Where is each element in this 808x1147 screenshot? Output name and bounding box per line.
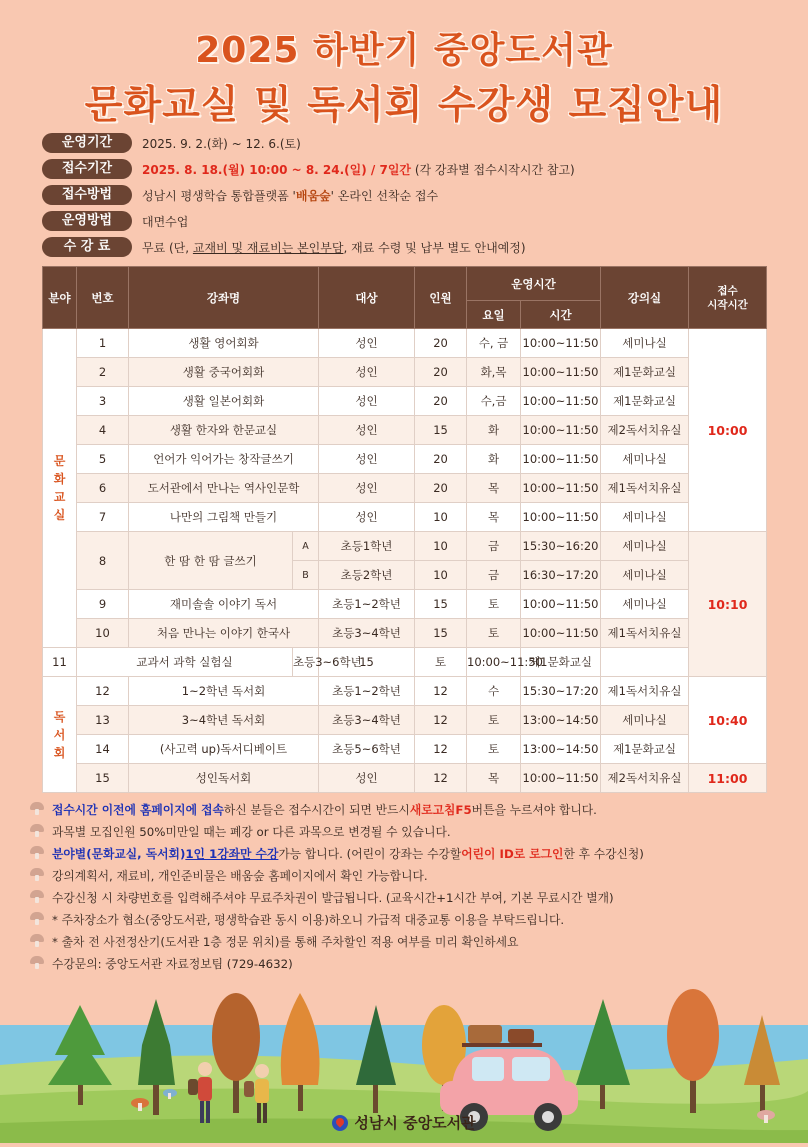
table-row [43, 764, 767, 793]
info-fee [42, 236, 526, 258]
table-row [43, 416, 767, 445]
fee-underline: 교재비 및 재료비는 본인부담 [192, 240, 344, 255]
cell-target: 성인 [319, 764, 415, 793]
cell-time: 16:30~17:20 [521, 561, 601, 590]
cell-day: 수,금 [467, 387, 521, 416]
cell-course: 재미솔솔 이야기 독서 [129, 590, 319, 619]
cell-room: 제1독서치유실 [601, 474, 689, 503]
cell-day: 화 [467, 416, 521, 445]
table-row [43, 445, 767, 474]
cell-capacity: 15 [319, 648, 415, 677]
cell-capacity: 12 [415, 706, 467, 735]
cell-number: 10 [77, 619, 129, 648]
platform-name: 배움숲 [295, 188, 331, 203]
cell-number: 2 [77, 358, 129, 387]
cell-capacity: 12 [415, 764, 467, 793]
cell-course: 도서관에서 만나는 역사인문학 [129, 474, 319, 503]
mushroom-icon [30, 868, 44, 882]
cell-target: 성인 [319, 387, 415, 416]
cell-day: 토 [467, 706, 521, 735]
table-row [43, 503, 767, 532]
table-row [43, 532, 767, 561]
cell-room: 세미나실 [601, 590, 689, 619]
course-table [42, 266, 767, 793]
apply-period-note: (각 강좌별 접수시작시간 참고) [411, 162, 575, 177]
cell-day: 화 [467, 445, 521, 474]
table-row [43, 358, 767, 387]
table-row [43, 735, 767, 764]
cell-number: 7 [77, 503, 129, 532]
header-course: 강좌명 [129, 267, 319, 329]
cell-number: 3 [77, 387, 129, 416]
cell-target: 성인 [319, 474, 415, 503]
info-apply [42, 158, 575, 180]
note-item [30, 952, 293, 974]
cell-time: 10:00~11:50 [521, 358, 601, 387]
cell-room: 제1독서치유실 [601, 677, 689, 706]
info-label: 운영기간 [42, 133, 132, 153]
cell-number: 11 [43, 648, 77, 677]
cell-course: 처음 만나는 이야기 한국사 [129, 619, 319, 648]
cell-target: 성인 [319, 445, 415, 474]
info-value [142, 187, 438, 204]
cell-course: 나만의 그림책 만들기 [129, 503, 319, 532]
cell-day: 수 [467, 677, 521, 706]
cell-capacity: 20 [415, 474, 467, 503]
note-text: 가능 합니다. (어린이 강좌는 수강할 [278, 846, 462, 861]
info-label: 접수기간 [42, 159, 132, 179]
footer-org [0, 1112, 808, 1133]
start-time-group1: 10:00 [689, 329, 767, 532]
apply-period-highlight: 2025. 8. 18.(월) 10:00 ~ 8. 24.(일) / 7일간 [142, 162, 412, 177]
footer-org-name: 성남시 중앙도서관 [354, 1114, 476, 1132]
note-item [30, 930, 518, 952]
note-item [30, 886, 614, 908]
cell-day: 목 [467, 503, 521, 532]
note-item [30, 864, 428, 886]
cell-capacity: 15 [415, 619, 467, 648]
cell-target: 성인 [319, 416, 415, 445]
cell-room: 제1문화교실 [601, 358, 689, 387]
cell-number: 6 [77, 474, 129, 503]
table-row [43, 677, 767, 706]
info-value [142, 161, 575, 178]
cell-section: B [293, 561, 319, 590]
note-text: * 출차 전 사전정산기(도서관 1층 정문 위치)를 통해 주차할인 적용 여부를 미리 확인하세요 [52, 934, 519, 949]
info-value [142, 239, 526, 256]
cell-target: 성인 [319, 329, 415, 358]
header-capacity: 인원 [415, 267, 467, 329]
cell-time: 13:00~14:50 [521, 706, 601, 735]
table-row [43, 590, 767, 619]
note-item [30, 908, 564, 930]
cell-day: 수, 금 [467, 329, 521, 358]
cell-room: 세미나실 [601, 561, 689, 590]
cell-room: 제2독서치유실 [601, 416, 689, 445]
table-row [43, 329, 767, 358]
cell-capacity: 10 [415, 561, 467, 590]
header-number: 번호 [77, 267, 129, 329]
cell-target: 성인 [319, 358, 415, 387]
cell-target: 초등2학년 [319, 561, 415, 590]
start-time-group2: 10:10 [689, 532, 767, 677]
cell-target: 초등1학년 [319, 532, 415, 561]
method-text: 성남시 평생학습 통합플랫폼 ' [142, 188, 296, 203]
info-operation [42, 210, 188, 232]
cell-room: 제2독서치유실 [601, 764, 689, 793]
cell-capacity: 12 [415, 677, 467, 706]
cell-number: 13 [77, 706, 129, 735]
info-method [42, 184, 438, 206]
start-time-group4: 11:00 [689, 764, 767, 793]
cell-target: 초등3~6학년 [293, 648, 319, 677]
cell-time: 13:00~14:50 [521, 735, 601, 764]
cell-time: 10:00~11:50 [521, 445, 601, 474]
cell-day: 토 [467, 590, 521, 619]
header-category: 분야 [43, 267, 77, 329]
cell-room: 제1독서치유실 [601, 619, 689, 648]
cell-number: 9 [77, 590, 129, 619]
note-text: 수강신청 시 차량번호를 입력해주셔야 무료주차권이 발급됩니다. (교육시간+1시간 부여, 기본 무료시간 별개) [52, 890, 614, 905]
note-text: 1인 1강좌만 수강 [185, 846, 279, 861]
cell-course: 1~2학년 독서회 [129, 677, 319, 706]
cell-time: 10:00~11:50 [521, 764, 601, 793]
cell-number: 12 [77, 677, 129, 706]
info-label: 수 강 료 [42, 237, 132, 257]
cell-capacity: 15 [415, 590, 467, 619]
cell-target: 초등1~2학년 [319, 590, 415, 619]
note-text: 과목별 모집인원 50%미만일 때는 폐강 or 다른 과목으로 변경될 수 있습니다. [52, 824, 451, 839]
method-text: ' 온라인 선착순 접수 [330, 188, 439, 203]
cell-day: 금 [467, 532, 521, 561]
mushroom-icon [30, 934, 44, 948]
cell-time: 10:00~11:50 [521, 619, 601, 648]
cell-room: 제1문화교실 [601, 735, 689, 764]
table-row [43, 387, 767, 416]
cell-course: (사고력 up)독서디베이트 [129, 735, 319, 764]
info-section [42, 132, 782, 262]
cell-day: 화,목 [467, 358, 521, 387]
seongnam-logo-icon [332, 1115, 348, 1131]
cell-capacity: 20 [415, 387, 467, 416]
cell-time: 10:00~11:50 [521, 474, 601, 503]
cell-target: 성인 [319, 503, 415, 532]
cell-number: 5 [77, 445, 129, 474]
table-row [43, 706, 767, 735]
cell-capacity: 12 [415, 735, 467, 764]
cell-number: 15 [77, 764, 129, 793]
cell-target: 초등3~4학년 [319, 706, 415, 735]
cell-target: 초등5~6학년 [319, 735, 415, 764]
cell-course: 교과서 과학 실험실 [77, 648, 293, 677]
note-text: 분야별(문화교실, 독서회) [52, 846, 186, 861]
info-label: 접수방법 [42, 185, 132, 205]
note-item [30, 798, 597, 820]
header-operation-time: 운영시간 [467, 267, 601, 301]
note-text: 접수시간 이전에 홈페이지에 접속 [52, 802, 224, 817]
table-row [43, 474, 767, 503]
note-text: 한 후 수강신청) [563, 846, 644, 861]
cell-time: 15:30~17:20 [521, 677, 601, 706]
page-title-line2: 문화교실 및 독서회 수강생 모집안내 [84, 83, 724, 128]
page-title-line1: 2025 하반기 중앙도서관 [195, 30, 613, 71]
info-value: 2025. 9. 2.(화) ~ 12. 6.(토) [142, 136, 301, 151]
mushroom-icon [30, 890, 44, 904]
info-label: 운영방법 [42, 211, 132, 231]
cell-day: 목 [467, 474, 521, 503]
note-text: 새로고침F5 [409, 802, 472, 817]
mushroom-icon [30, 846, 44, 860]
category-reading: 독 서 회 [43, 677, 77, 793]
cell-time: 10:00~11:50 [521, 416, 601, 445]
cell-time: 10:00~11:50 [521, 503, 601, 532]
cell-course: 3~4학년 독서회 [129, 706, 319, 735]
cell-course: 한 땀 한 땀 글쓰기 [129, 532, 293, 590]
cell-course: 성인독서회 [129, 764, 319, 793]
cell-room: 제1문화교실 [601, 387, 689, 416]
cell-time: 10:00~11:50 [521, 329, 601, 358]
cell-room: 세미나실 [601, 329, 689, 358]
cell-day: 금 [467, 561, 521, 590]
info-period [42, 132, 301, 154]
cell-room: 세미나실 [601, 532, 689, 561]
cell-time: 10:00~11:50 [521, 387, 601, 416]
fee-text: 무료 (단, [142, 240, 193, 255]
cell-course: 생활 중국어회화 [129, 358, 319, 387]
cell-target: 초등1~2학년 [319, 677, 415, 706]
table-row [43, 648, 767, 677]
cell-capacity: 10 [415, 503, 467, 532]
cell-course: 생활 영어회화 [129, 329, 319, 358]
note-text: 어린이 ID로 로그인 [461, 846, 564, 861]
header-target: 대상 [319, 267, 415, 329]
cell-number: 1 [77, 329, 129, 358]
cell-room: 세미나실 [601, 706, 689, 735]
cell-course: 언어가 익어가는 창작글쓰기 [129, 445, 319, 474]
cell-capacity: 20 [415, 329, 467, 358]
note-text: * 주차장소가 협소(중앙도서관, 평생학습관 동시 이용)하오니 가급적 대중교통 이용을 부탁드립니다. [52, 912, 565, 927]
mushroom-icon [30, 956, 44, 970]
cell-room: 세미나실 [601, 445, 689, 474]
start-time-group3: 10:40 [689, 677, 767, 764]
mushroom-icon [30, 824, 44, 838]
cell-capacity: 15 [415, 416, 467, 445]
note-text: 버튼을 누르셔야 합니다. [471, 802, 597, 817]
cell-room: 제1문화교실 [521, 648, 601, 677]
cell-capacity: 20 [415, 358, 467, 387]
header-start-time: 접수 시작시간 [689, 267, 767, 329]
cell-day: 토 [415, 648, 467, 677]
cell-time: 10:00~11:50 [521, 590, 601, 619]
note-item [30, 842, 644, 864]
cell-day: 토 [467, 735, 521, 764]
table-row [43, 619, 767, 648]
header-day: 요일 [467, 301, 521, 329]
cell-capacity: 20 [415, 445, 467, 474]
cell-time: 15:30~16:20 [521, 532, 601, 561]
note-text: 수강문의: 중앙도서관 자료정보팀 (729-4632) [52, 956, 293, 971]
cell-course: 생활 한자와 한문교실 [129, 416, 319, 445]
mushroom-icon [30, 802, 44, 816]
cell-target: 초등3~4학년 [319, 619, 415, 648]
note-item [30, 820, 451, 842]
header-time: 시간 [521, 301, 601, 329]
cell-number: 14 [77, 735, 129, 764]
cell-time: 10:00~11:50 [467, 648, 521, 677]
mushroom-icon [30, 912, 44, 926]
cell-room: 세미나실 [601, 503, 689, 532]
note-text: 하신 분들은 접수시간이 되면 반드시 [223, 802, 410, 817]
header-room: 강의실 [601, 267, 689, 329]
note-text: 강의계획서, 재료비, 개인준비물은 배움숲 홈페이지에서 확인 가능합니다. [52, 868, 428, 883]
cell-number: 8 [77, 532, 129, 590]
cell-day: 토 [467, 619, 521, 648]
cell-section: A [293, 532, 319, 561]
category-culture: 문 화 교 실 [43, 329, 77, 648]
cell-number: 4 [77, 416, 129, 445]
fee-text: , 재료 수령 및 납부 별도 안내예정) [343, 240, 526, 255]
cell-capacity: 10 [415, 532, 467, 561]
cell-day: 목 [467, 764, 521, 793]
cell-course: 생활 일본어회화 [129, 387, 319, 416]
info-value: 대면수업 [142, 214, 189, 229]
